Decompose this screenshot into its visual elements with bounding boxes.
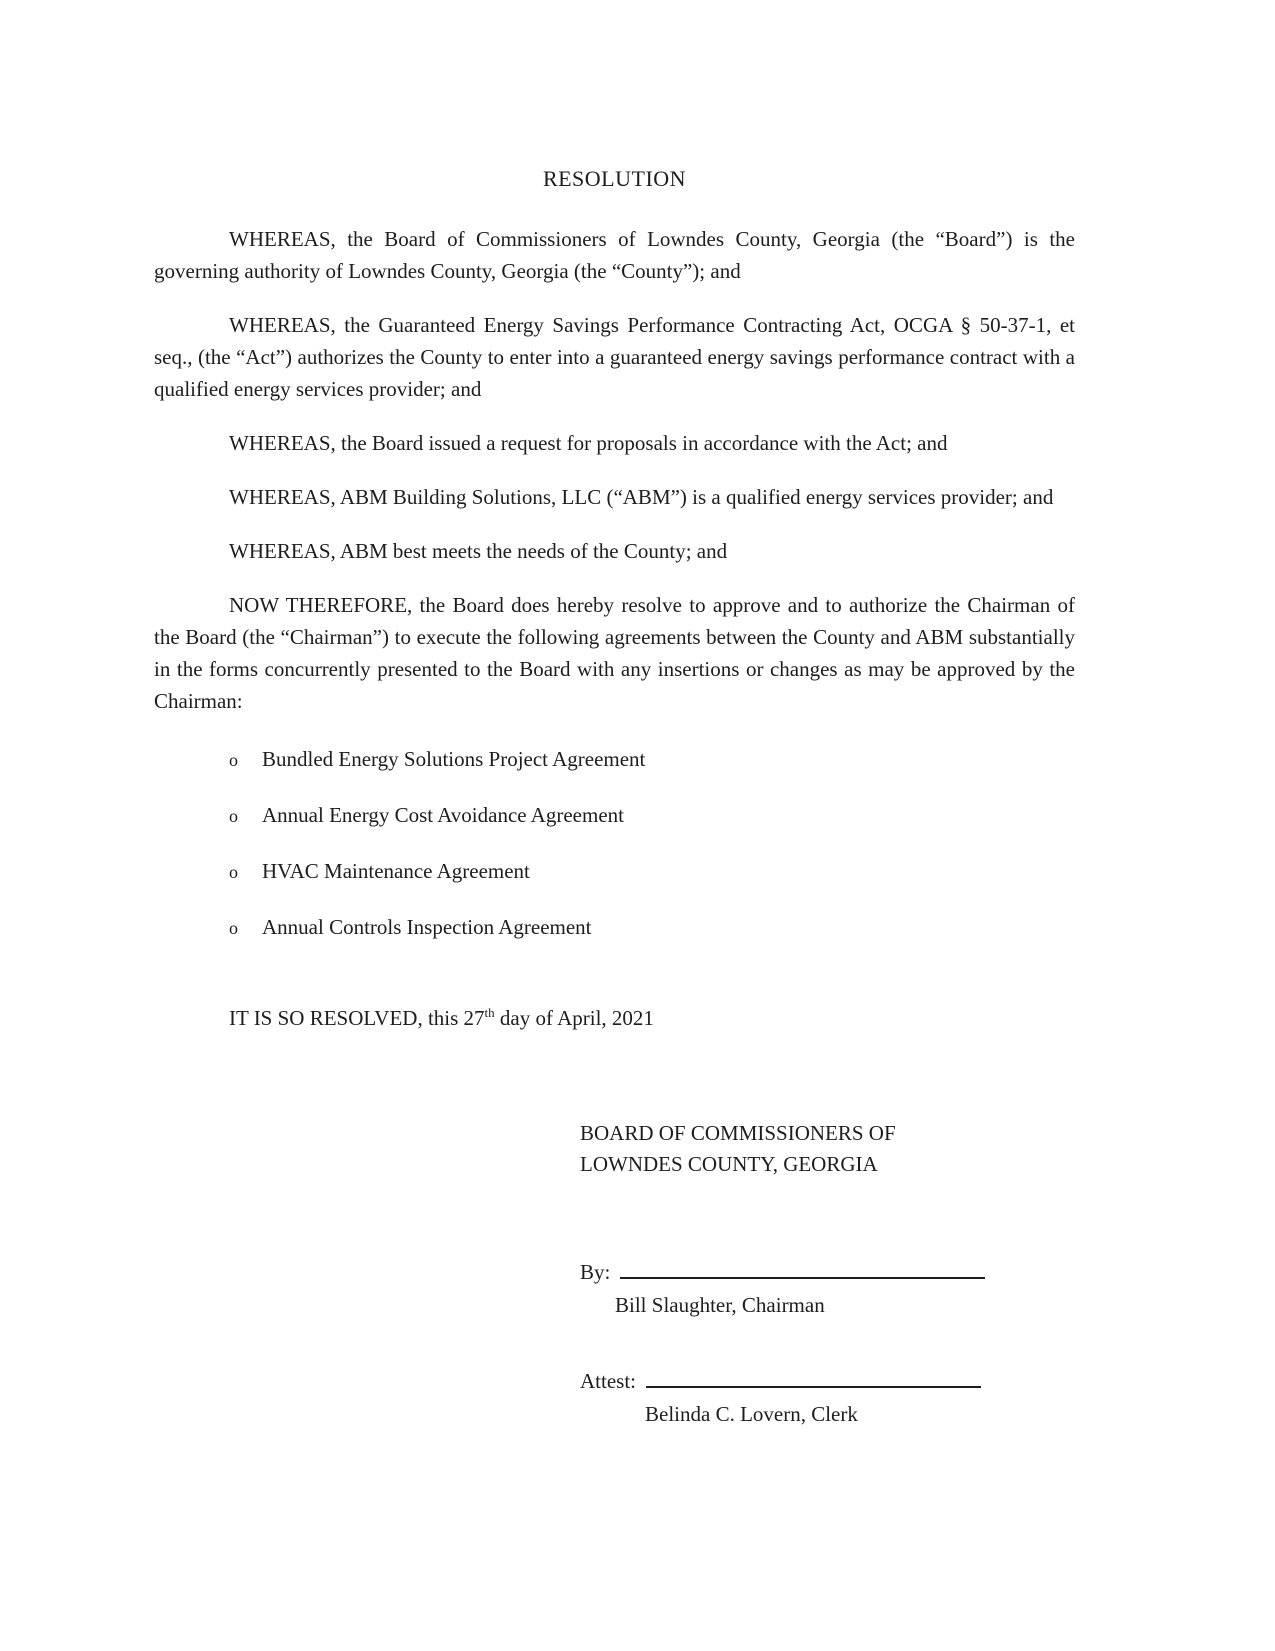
- whereas-paragraph-2: WHEREAS, the Guaranteed Energy Savings Performance Contracting Act, OCGA § 50-37-1, et seq., (the “Act”) authorizes the County to enter into a guaranteed energy savings performance contract with a qualified energy services provider; and: [154, 313, 1075, 401]
- list-item: [154, 911, 1075, 944]
- resolved-statement: [154, 1002, 1075, 1034]
- attest-label: Attest:: [580, 1369, 636, 1393]
- bullet-icon: o: [229, 806, 238, 826]
- bullet-icon: o: [229, 750, 238, 770]
- whereas-paragraph-4: WHEREAS, ABM Building Solutions, LLC (“ABM”) is a qualified energy services provider; and: [229, 485, 1054, 509]
- by-label: By:: [580, 1260, 611, 1284]
- list-item: [154, 799, 1075, 832]
- organization-line-1: BOARD OF COMMISSIONERS OF: [580, 1121, 896, 1145]
- whereas-paragraph-3: WHEREAS, the Board issued a request for proposals in accordance with the Act; and: [229, 431, 948, 455]
- bullet-icon: o: [229, 862, 238, 882]
- signature-block: [580, 1118, 1075, 1430]
- document-title: RESOLUTION: [542, 166, 687, 191]
- agreement-label: Annual Energy Cost Avoidance Agreement: [262, 803, 624, 827]
- now-therefore-paragraph: NOW THEREFORE, the Board does hereby resolve to approve and to authorize the Chairman of the Board (the “Chairman”) to execute the following agreements between the County and ABM substantially in the forms concurrently presented to the Board with any insertions or changes as may be approved by the Chairman:: [154, 593, 1075, 713]
- list-item: [154, 743, 1075, 776]
- resolved-suffix: day of April, 2021: [494, 1006, 654, 1030]
- agreement-label: HVAC Maintenance Agreement: [262, 859, 530, 883]
- ordinal-suffix: th: [484, 1005, 495, 1020]
- by-signature-line: [620, 1256, 985, 1279]
- chairman-name-line: Bill Slaughter, Chairman: [615, 1293, 825, 1317]
- attest-signature-row: [580, 1365, 1075, 1397]
- clerk-name-line: Belinda C. Lovern, Clerk: [645, 1402, 858, 1426]
- agreement-list: [154, 743, 1075, 944]
- attest-signature-line: [646, 1365, 981, 1388]
- resolved-prefix: IT IS SO RESOLVED, this 27: [229, 1006, 485, 1030]
- agreement-label: Annual Controls Inspection Agreement: [262, 915, 592, 939]
- organization-name: [580, 1118, 1075, 1180]
- organization-line-2: LOWNDES COUNTY, GEORGIA: [580, 1152, 878, 1176]
- agreement-label: Bundled Energy Solutions Project Agreement: [262, 747, 646, 771]
- by-signature-row: [580, 1256, 1075, 1288]
- list-item: [154, 855, 1075, 888]
- whereas-paragraph-5: WHEREAS, ABM best meets the needs of the County; and: [229, 539, 728, 563]
- bullet-icon: o: [229, 918, 238, 938]
- whereas-paragraph-1: WHEREAS, the Board of Commissioners of Lowndes County, Georgia (the “Board”) is the governing authority of Lowndes County, Georgia (the “County”); and: [154, 227, 1075, 283]
